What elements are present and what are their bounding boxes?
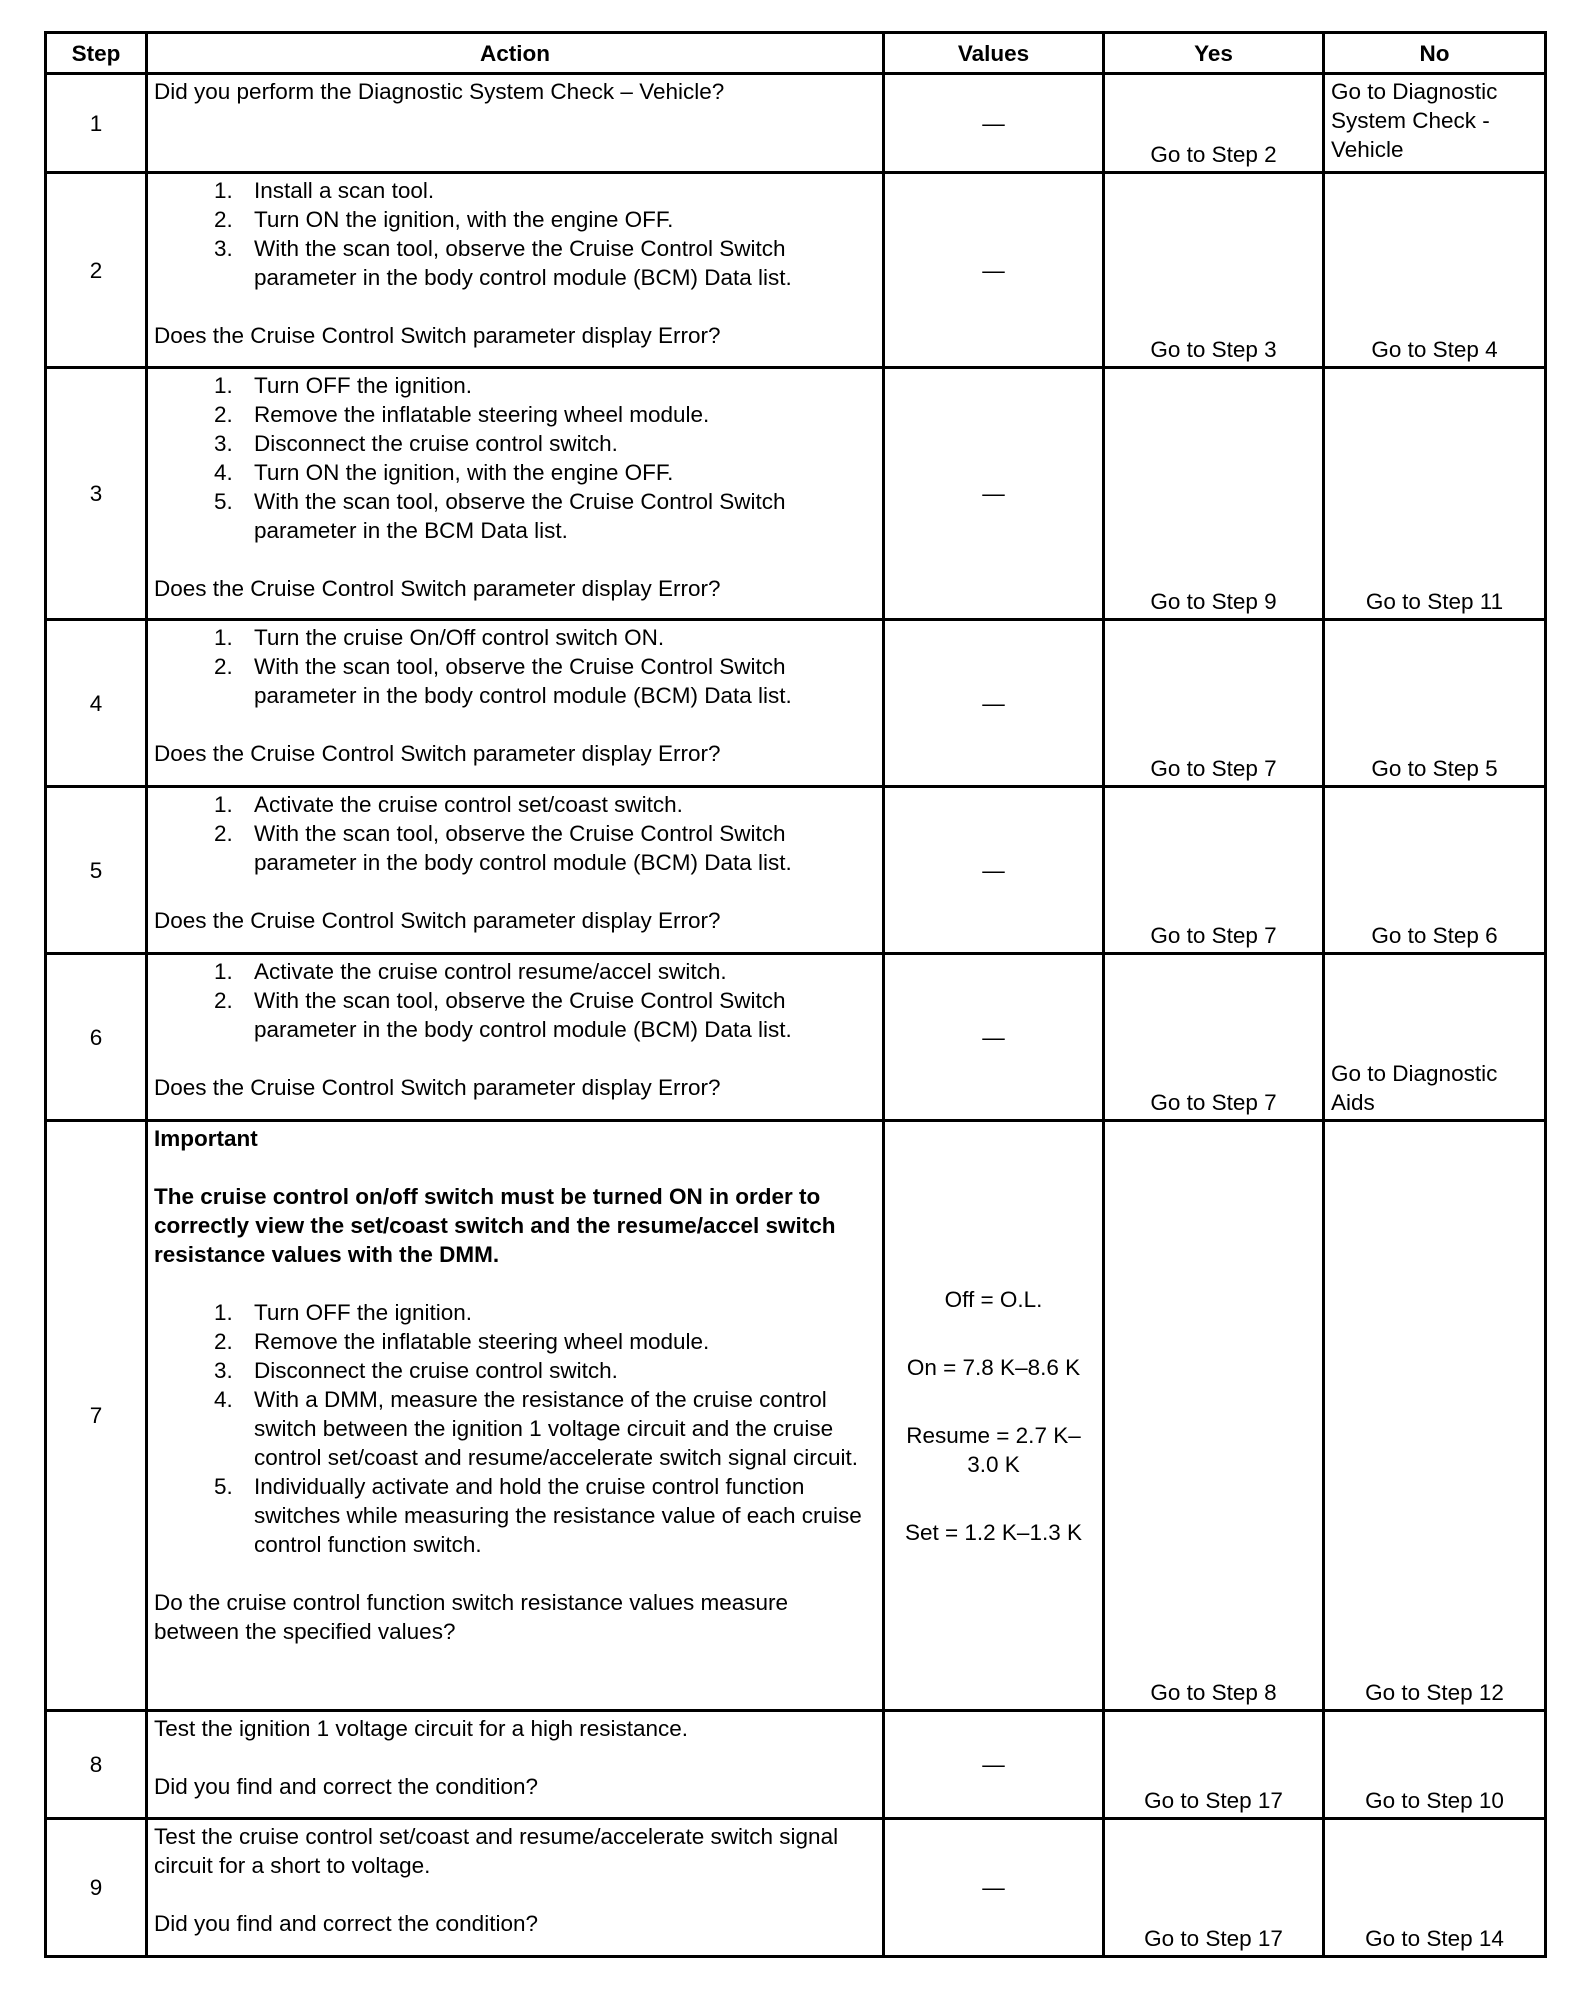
action-cell [147, 1819, 884, 1957]
action-question: Do the cruise control function switch resistance values measure between the specified values? [154, 1590, 789, 1644]
action-cell [147, 368, 884, 620]
values-cell: — [884, 1711, 1104, 1819]
action-cell [147, 74, 884, 173]
action-question: Did you find and correct the condition? [154, 1774, 538, 1799]
values-cell: — [884, 1819, 1104, 1957]
yes-cell: Go to Step 3 [1104, 173, 1324, 368]
procedure-item: 2. With the scan tool, observe the Cruise Control Switch parameter in the body control module (BCM) Data list. [214, 988, 792, 1042]
procedure-item: 4. Turn ON the ignition, with the engine OFF. [214, 460, 674, 485]
header-step: Step [46, 33, 147, 74]
no-cell: Go to Step 10 [1324, 1711, 1546, 1819]
procedure-item: 2. With the scan tool, observe the Cruise Control Switch parameter in the body control module (BCM) Data list. [214, 821, 792, 875]
no-cell: Go to Step 6 [1324, 787, 1546, 954]
header-row [46, 33, 1546, 74]
step-number: 2 [46, 173, 147, 368]
no-cell: Go to Step 5 [1324, 620, 1546, 787]
procedure-item: 1. Activate the cruise control set/coast switch. [214, 792, 683, 817]
values-cell: — [884, 74, 1104, 173]
spec-value: Set = 1.2 K–1.3 K [904, 1519, 1082, 1545]
table-row [46, 1819, 1546, 1957]
procedure-item: 2. Remove the inflatable steering wheel module. [214, 402, 710, 427]
procedure-item: 1. Activate the cruise control resume/accel switch. [214, 959, 727, 984]
spec-value: Off = O.L. [944, 1286, 1043, 1312]
table-row [46, 1121, 1546, 1711]
no-cell: Go to Diagnostic System Check - Vehicle [1324, 74, 1546, 173]
values-cell [884, 1121, 1104, 1711]
procedure-item: 2. With the scan tool, observe the Cruise Control Switch parameter in the body control module (BCM) Data list. [214, 654, 792, 708]
yes-cell: Go to Step 8 [1104, 1121, 1324, 1711]
yes-cell: Go to Step 17 [1104, 1819, 1324, 1957]
procedure-list [154, 623, 876, 710]
action-cell [147, 620, 884, 787]
action-question: Does the Cruise Control Switch parameter display Error? [154, 323, 721, 348]
action-cell [147, 1711, 884, 1819]
step-number: 6 [46, 954, 147, 1121]
procedure-list [154, 790, 876, 877]
step-number: 5 [46, 787, 147, 954]
step-number: 8 [46, 1711, 147, 1819]
step-number: 9 [46, 1819, 147, 1957]
action-text: Did you perform the Diagnostic System Check – Vehicle? [154, 79, 725, 104]
values-cell: — [884, 954, 1104, 1121]
yes-cell: Go to Step 7 [1104, 620, 1324, 787]
procedure-list [154, 957, 876, 1044]
table-row [46, 173, 1546, 368]
procedure-item: 3. With the scan tool, observe the Cruise Control Switch parameter in the body control module (BCM) Data list. [214, 236, 792, 290]
header-values: Values [884, 33, 1104, 74]
diagnostic-table [44, 31, 1547, 1958]
values-cell: — [884, 368, 1104, 620]
values-cell: — [884, 787, 1104, 954]
action-question: Does the Cruise Control Switch parameter display Error? [154, 1075, 721, 1100]
action-cell [147, 1121, 884, 1711]
procedure-item: 4. With a DMM, measure the resistance of the cruise control switch between the ignition 1 voltage circuit and the cruise control set/coast and resume/accelerate switch signal circuit. [214, 1387, 859, 1470]
procedure-item: 3. Disconnect the cruise control switch. [214, 1358, 618, 1383]
procedure-item: 3. Disconnect the cruise control switch. [214, 431, 618, 456]
important-note: The cruise control on/off switch must be turned ON in order to correctly view the set/coast switch and the resume/accel switch resistance values with the DMM. [154, 1184, 836, 1267]
important-label: Important [154, 1126, 258, 1151]
table-row [46, 368, 1546, 620]
action-question: Does the Cruise Control Switch parameter display Error? [154, 741, 721, 766]
action-question: Does the Cruise Control Switch parameter display Error? [154, 576, 721, 601]
yes-cell: Go to Step 17 [1104, 1711, 1324, 1819]
step-number: 1 [46, 74, 147, 173]
action-cell [147, 787, 884, 954]
spec-values-list [891, 1285, 1096, 1547]
action-text: Test the cruise control set/coast and resume/accelerate switch signal circuit for a short to voltage. [154, 1824, 839, 1878]
no-cell: Go to Diagnostic Aids [1324, 954, 1546, 1121]
procedure-item: 1. Turn OFF the ignition. [214, 373, 473, 398]
yes-cell: Go to Step 2 [1104, 74, 1324, 173]
table-row [46, 787, 1546, 954]
action-cell [147, 954, 884, 1121]
procedure-list [154, 176, 876, 292]
action-question: Does the Cruise Control Switch parameter display Error? [154, 908, 721, 933]
spec-value: Resume = 2.7 K–3.0 K [906, 1422, 1081, 1477]
table-row [46, 620, 1546, 787]
step-number: 4 [46, 620, 147, 787]
action-question: Did you find and correct the condition? [154, 1911, 538, 1936]
procedure-item: 1. Turn the cruise On/Off control switch ON. [214, 625, 665, 650]
header-yes: Yes [1104, 33, 1324, 74]
no-cell: Go to Step 12 [1324, 1121, 1546, 1711]
header-action: Action [147, 33, 884, 74]
action-cell [147, 173, 884, 368]
procedure-item: 2. Remove the inflatable steering wheel module. [214, 1329, 710, 1354]
yes-cell: Go to Step 7 [1104, 787, 1324, 954]
values-cell: — [884, 620, 1104, 787]
table-row [46, 74, 1546, 173]
yes-cell: Go to Step 9 [1104, 368, 1324, 620]
procedure-item: 2. Turn ON the ignition, with the engine OFF. [214, 207, 674, 232]
procedure-item: 5. Individually activate and hold the cruise control function switches while measuring the resistance value of each cruise control function switch. [214, 1474, 862, 1557]
spec-value: On = 7.8 K–8.6 K [906, 1354, 1081, 1380]
yes-cell: Go to Step 7 [1104, 954, 1324, 1121]
no-cell: Go to Step 14 [1324, 1819, 1546, 1957]
procedure-list [154, 1298, 876, 1559]
procedure-item: 5. With the scan tool, observe the Cruise Control Switch parameter in the BCM Data list. [214, 489, 786, 543]
step-number: 3 [46, 368, 147, 620]
procedure-list [154, 371, 876, 545]
table-row [46, 1711, 1546, 1819]
table-row [46, 954, 1546, 1121]
header-no: No [1324, 33, 1546, 74]
step-number: 7 [46, 1121, 147, 1711]
no-cell: Go to Step 4 [1324, 173, 1546, 368]
action-text: Test the ignition 1 voltage circuit for a high resistance. [154, 1716, 689, 1741]
procedure-item: 1. Turn OFF the ignition. [214, 1300, 473, 1325]
procedure-item: 1. Install a scan tool. [214, 178, 435, 203]
no-cell: Go to Step 11 [1324, 368, 1546, 620]
values-cell: — [884, 173, 1104, 368]
